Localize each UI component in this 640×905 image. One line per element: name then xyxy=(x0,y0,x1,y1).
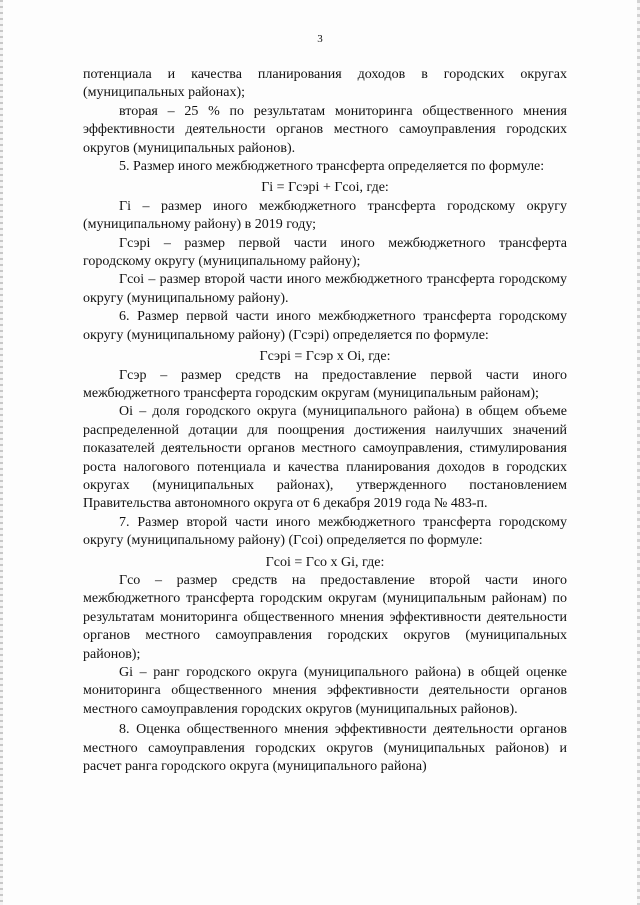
page-number: 3 xyxy=(317,33,323,45)
paragraph: 8. Оценка общественного мнения эффективности деятельности органов местного самоуправления городских округов (муниципальных районов) и расчет ранга городского округа (муниципального района) xyxy=(83,722,567,775)
formula: Гсоi = Гсо x Gi, где: xyxy=(265,554,385,570)
scan-left-edge xyxy=(0,0,3,905)
paragraph: вторая – 25 % по результатам мониторинга общественного мнения эффективности деятельности органов местного самоуправления городских округов (муниципальных районов). xyxy=(83,103,567,156)
paragraph: потенциала и качества планирования доходов в городских округах (муниципальных районах); xyxy=(83,67,567,101)
paragraph: 6. Размер первой части иного межбюджетного трансферта городскому округу (муниципальному району) (Гсэрi) определяется по формуле: xyxy=(83,309,567,343)
formula: Гi = Гсэрi + Гсоi, где: xyxy=(261,180,389,196)
paragraph: Оi – доля городского округа (муниципального района) в общем объеме распределенной дотации для поощрения достижения наилучших значений показателей деятельности органов местного самоуправления, стимулирования роста налогового потенциала и качества планирования доходов в городских округах (муниципальных районах), утвержденного постановлением Правительства автономного округа от 6 декабря 2019 года № 483-п. xyxy=(83,404,567,512)
paragraph: Гсэр – размер средств на предоставление первой части иного межбюджетного трансферта городским округам (муниципальным районам); xyxy=(83,367,567,401)
paragraph: 7. Размер второй части иного межбюджетного трансферта городскому округу (муниципальному району) (Гсоi) определяется по формуле: xyxy=(83,514,567,549)
paragraph: Гсо – размер средств на предоставление второй части иного межбюджетного трансферта городским округам (муниципальным районам) по результатам мониторинга общественного мнения эффективности деятельности органов местного самоуправления городских округов (муниципальных районов); xyxy=(83,572,567,662)
formula: Гсэрi = Гсэр x Оi, где: xyxy=(259,349,391,365)
paragraph: Гi – размер иного межбюджетного трансферта городскому округу (муниципальному району) в 2019 году; xyxy=(83,198,567,233)
paragraph: Gi – ранг городского округа (муниципального района) в общей оценке мониторинга общественного мнения эффективности деятельности органов местного самоуправления городских округов (муниципальных районов). xyxy=(83,665,567,717)
paragraph: 5. Размер иного межбюджетного трансферта определяется по формуле: xyxy=(119,159,545,175)
body-text xyxy=(83,66,567,776)
paragraph: Гсоi – размер второй части иного межбюджетного трансферта городскому округу (муниципальному району). xyxy=(83,272,567,306)
paragraph: Гсэрi – размер первой части иного межбюджетного трансферта городскому округу (муниципальному району); xyxy=(83,235,567,270)
